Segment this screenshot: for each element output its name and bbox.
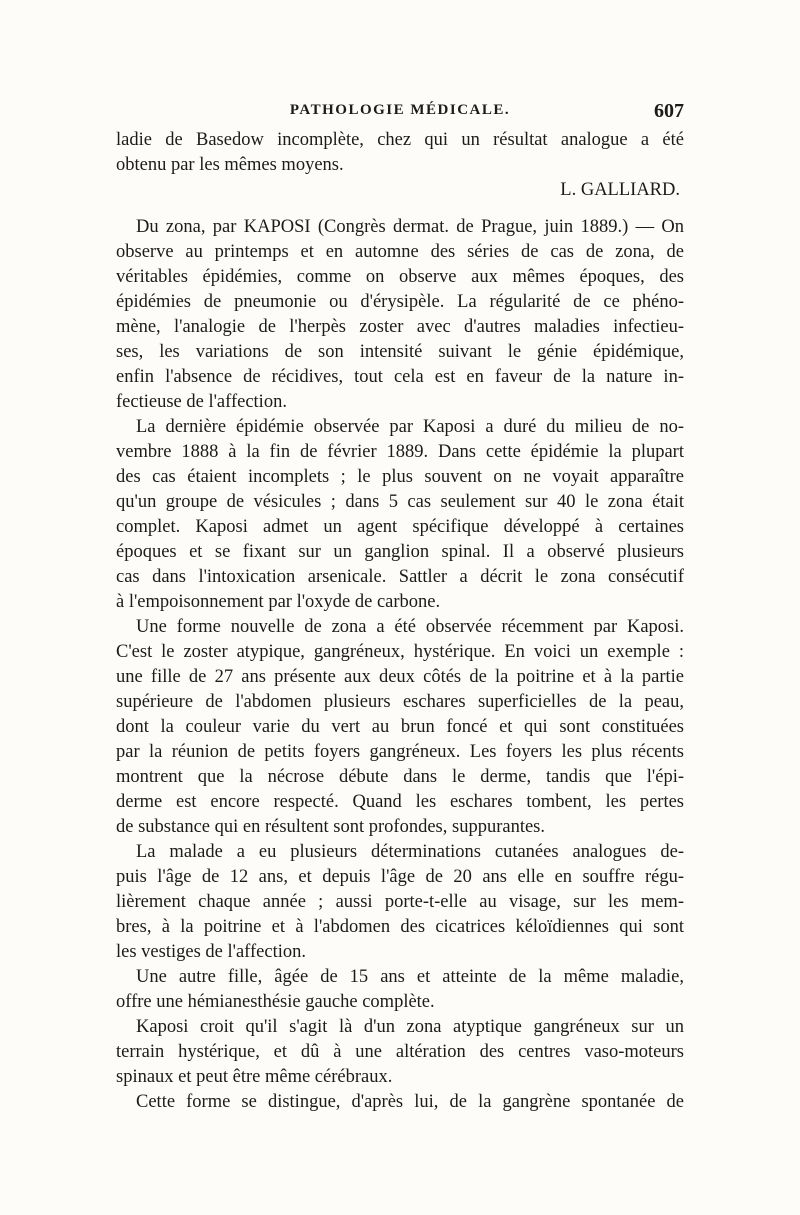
page-number: 607 — [654, 100, 684, 122]
text-line: époques et se fixant sur un ganglion spinal. Il a observé plusieurs — [116, 542, 684, 562]
text-line: offre une hémianesthésie gauche complète. — [116, 992, 435, 1012]
text-line: terrain hystérique, et dû à une altération des centres vaso-moteurs — [116, 1042, 684, 1062]
text-line: Du zona, par KAPOSI (Congrès dermat. de Prague, juin 1889.) — On — [136, 217, 684, 237]
text-line: bres, à la poitrine et à l'abdomen des cicatrices kéloïdiennes qui sont — [116, 917, 684, 937]
text-line: ladie de Basedow incomplète, chez qui un résultat analogue a été — [116, 130, 684, 150]
text-line: véritables épidémies, comme on observe aux mêmes époques, des — [116, 267, 684, 287]
text-line: La malade a eu plusieurs déterminations cutanées analogues de- — [136, 842, 684, 862]
text-line: une fille de 27 ans présente aux deux côtés de la poitrine et à la partie — [116, 667, 684, 687]
text-line: les vestiges de l'affection. — [116, 942, 306, 962]
running-head: PATHOLOGIE MÉDICALE. — [289, 102, 511, 118]
text-line: fectieuse de l'affection. — [116, 392, 287, 412]
text-line: cas dans l'intoxication arsenicale. Sattler a décrit le zona consécutif — [116, 567, 684, 587]
text-line: Une forme nouvelle de zona a été observée récemment par Kaposi. — [136, 617, 684, 637]
text-line: vembre 1888 à la fin de février 1889. Dans cette épidémie la plupart — [116, 442, 684, 462]
text-line: observe au printemps et en automne des séries de cas de zona, de — [116, 242, 684, 262]
text-line: mène, l'analogie de l'herpès zoster avec d'autres maladies infectieu- — [116, 317, 684, 337]
text-line: ses, les variations de son intensité suivant le génie épidémique, — [116, 342, 684, 362]
text-line: lièrement chaque année ; aussi porte-t-elle au visage, sur les mem- — [116, 892, 684, 912]
text-line: complet. Kaposi admet un agent spécifique développé à certaines — [116, 517, 684, 537]
text-line: La dernière épidémie observée par Kaposi a duré du milieu de no- — [136, 417, 684, 437]
text-line: des cas étaient incomplets ; le plus souvent on ne voyait apparaître — [116, 467, 684, 487]
text-line: qu'un groupe de vésicules ; dans 5 cas seulement sur 40 le zona était — [116, 492, 684, 512]
text-line: Une autre fille, âgée de 15 ans et atteinte de la même maladie, — [136, 967, 684, 987]
text-line: à l'empoisonnement par l'oxyde de carbone. — [116, 592, 441, 612]
text-line: épidémies de pneumonie ou d'érysipèle. La régularité de ce phéno- — [116, 292, 684, 312]
text-line: dont la couleur varie du vert au brun foncé et qui sont constituées — [116, 717, 684, 737]
text-line: enfin l'absence de récidives, tout cela est en faveur de la nature in- — [116, 367, 684, 387]
text-line: par la réunion de petits foyers gangréneux. Les foyers les plus récents — [116, 742, 684, 762]
author-signature: L. GALLIARD. — [560, 180, 680, 200]
text-line: Kaposi croit qu'il s'agit là d'un zona atyptique gangréneux sur un — [136, 1017, 684, 1037]
page-header — [116, 100, 684, 124]
text-line: puis l'âge de 12 ans, et depuis l'âge de 20 ans elle en souffre régu- — [116, 867, 684, 887]
text-line: derme est encore respecté. Quand les eschares tombent, les pertes — [116, 792, 684, 812]
text-line: spinaux et peut être même cérébraux. — [116, 1067, 393, 1087]
text-line: de substance qui en résultent sont profondes, suppurantes. — [116, 817, 546, 837]
text-line: Cette forme se distingue, d'après lui, de la gangrène spontanée de — [136, 1092, 684, 1112]
text-line: obtenu par les mêmes moyens. — [116, 155, 344, 175]
text-line: montrent que la nécrose débute dans le derme, tandis que l'épi- — [116, 767, 684, 787]
text-line: C'est le zoster atypique, gangréneux, hystérique. En voici un exemple : — [116, 642, 684, 662]
text-line: supérieure de l'abdomen plusieurs eschares superficielles de la peau, — [116, 692, 684, 712]
body-text — [116, 128, 684, 1115]
